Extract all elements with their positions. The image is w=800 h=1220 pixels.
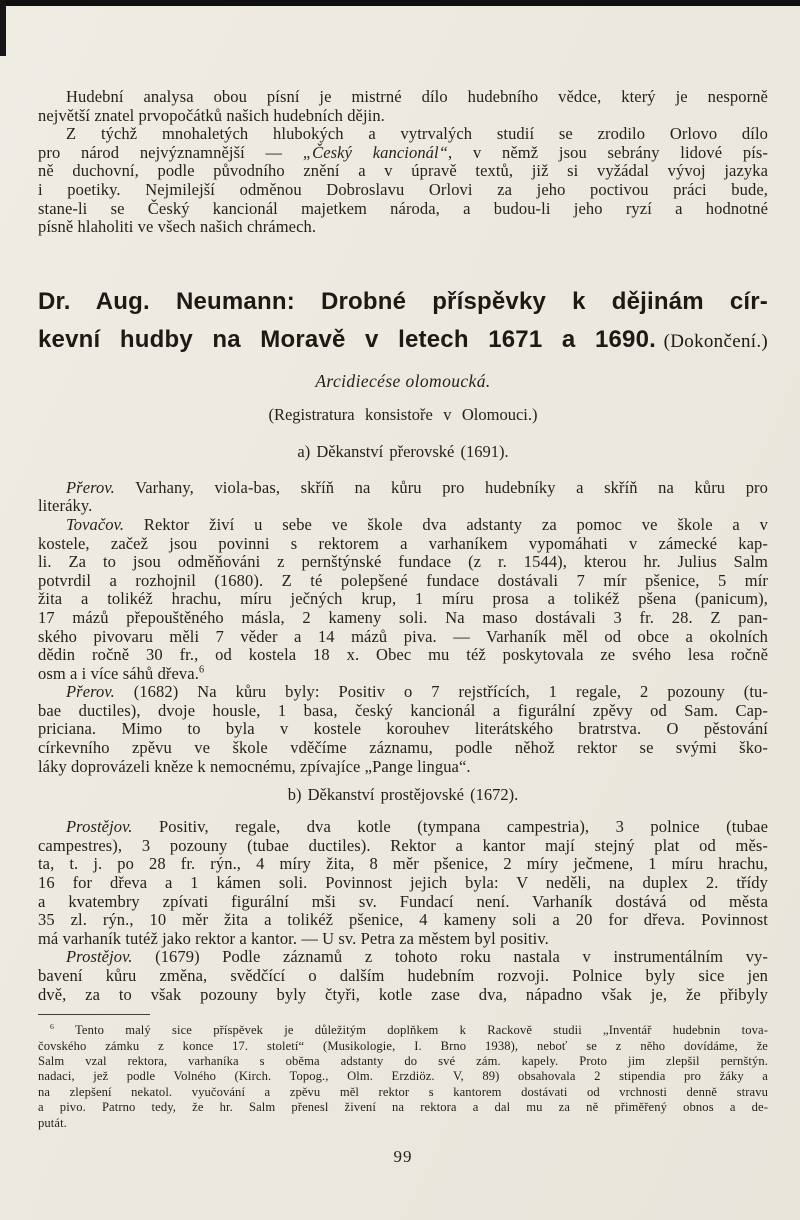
text-line <box>38 930 768 949</box>
text-segment: 16 for dřeva a 1 kámen soli. Povinnost jejich byla: V neděli, na duplex 2. třídy <box>38 873 768 893</box>
text-segment: písně hlaholiti ve všech našich chrámech. <box>38 217 317 237</box>
text-line <box>38 218 768 237</box>
article-heading-line-2 <box>38 321 768 361</box>
text-segment: největší znatel prvopočátků našich hudebních dějin. <box>38 105 385 125</box>
text-segment: potvrdil a rozhojnil (1680). Z té polepšené fundace dostávali 7 mír pšenice, 5 mír <box>38 570 768 590</box>
text-line <box>38 1054 768 1069</box>
text-segment: láky doprovázeli kněze k nemocnému, zpívajíce „Pange lingua“. <box>38 756 471 776</box>
text-segment: nadaci, jež podle Volného (Kirch. Topog., Olm. Erzdiöz. V, 89) obsahovala 2 stipendia pro žáky a <box>38 1069 768 1084</box>
paragraph <box>38 1023 768 1131</box>
section-a-paragraphs <box>38 479 768 777</box>
text-segment: Prostějov. <box>66 947 133 967</box>
article-heading-line-1: Dr. Aug. Neumann: Drobné příspěvky k dějinám cír- <box>38 287 768 315</box>
intro-paragraphs <box>38 88 768 237</box>
text-line <box>38 837 768 856</box>
text-line <box>38 162 768 181</box>
page-number: 99 <box>393 1147 413 1167</box>
text-segment: Prostějov. <box>66 817 133 837</box>
paragraph <box>38 88 768 125</box>
text-segment: Rektor živí u sebe ve škole dva adstanty za pomoc ve škole a v <box>124 514 768 534</box>
footnote-reference-mark: 6 <box>50 1022 54 1031</box>
text-line <box>38 1069 768 1084</box>
text-line <box>38 1085 768 1100</box>
text-line <box>38 572 768 591</box>
text-segment: Varhany, viola-bas, skříň na kůru pro hudebníky a skříň na kůru pro <box>114 477 768 497</box>
text-segment: ta, t. j. po 28 fr. rýn., 4 míry žita, 8 měr pšenice, 2 míry ječmene, 1 míru hrachu, <box>38 854 768 874</box>
text-segment: Přerov. <box>66 682 115 702</box>
section-b-paragraphs <box>38 818 768 1004</box>
text-segment: Přerov. <box>66 477 115 497</box>
paragraph <box>38 479 768 516</box>
text-line <box>38 516 768 535</box>
text-segment: na zlepšení nekatol. vyučování a zpěvu měl rektor s kantorem dostávati od vrchnosti denně stravu <box>38 1084 768 1099</box>
text-segment: Salm vzal rektora, varhaníka s oběma adstanty do své zám. kapely. Proto jim zlepšil pernštýn. <box>38 1054 768 1068</box>
text-line <box>38 1039 768 1054</box>
text-line <box>38 739 768 758</box>
text-segment: bavení kůru změna, svědčící o dalším hudebním rozvoji. Polnice byly sice jen <box>38 966 768 985</box>
text-segment: žita a tolikéž hrachu, míru ječných krup, 1 míru prosa a tolikéž pšena (panicum), <box>38 589 768 609</box>
archive-source-note: (Registratura konsistoře v Olomouci.) <box>268 404 538 424</box>
text-segment: 35 zl. rýn., 10 měr žita a tolikéž pšenice, 4 kameny soli a 20 for dřeva. Povinnost <box>38 910 768 930</box>
text-line <box>38 107 768 126</box>
article-heading-line-2-bold: kevní hudby na Moravě v letech 1671 a 1690. <box>38 325 657 353</box>
text-segment: li. Za to jsou odměňováni z pernštýnské fundace (z r. 1544), kterou hr. Julius Salm <box>38 552 768 572</box>
article-heading-completion-note: (Dokončení.) <box>663 330 768 352</box>
text-line <box>38 609 768 628</box>
text-segment: ně duchovní, podle původního znění a v úpravě textů, již si vyžádal vývoj jazyka <box>38 161 768 181</box>
text-line <box>38 874 768 893</box>
text-segment: církevního zpěvu ve škole vděčíme záznamu, podle něhož rektor se svými ško- <box>38 738 768 758</box>
top-edge-scan-bar <box>0 0 800 6</box>
text-segment: má varhaník tutéž jako rektor a kantor. — U sv. Petra za městem byl positiv. <box>38 928 549 948</box>
footnote <box>38 1023 768 1131</box>
text-line <box>38 665 768 684</box>
page-content <box>38 88 768 1167</box>
text-line <box>38 144 768 163</box>
text-line <box>38 967 768 986</box>
text-line <box>38 535 768 554</box>
text-segment: ského pivovaru měli 7 věder a 14 mázů piva. — Varhaník měl od obce a okolních <box>38 626 768 646</box>
text-line <box>38 986 768 1005</box>
paragraph <box>38 948 768 1004</box>
text-segment: pro národ nejvýznamnější — <box>38 142 303 162</box>
text-segment: osm a i více sáhů dřeva. <box>38 663 199 683</box>
text-segment: dědin ročně 30 fr., od kostela 18 x. Obec mu též poskytovala ze svého lesa ročně <box>38 645 768 665</box>
text-segment: campestres), 3 pozouny (tubae ductiles). Rektor a kantor mají stejný plat od měs- <box>38 835 768 855</box>
footnote-reference-mark: 6 <box>198 664 205 676</box>
text-segment: kostele, začež jsou povinni s rektorem a varhaníkem vypomáhati v zámecké kap- <box>38 533 768 553</box>
article-heading <box>38 283 768 361</box>
text-segment: , v němž jsou sebrány lidové pís- <box>448 142 769 162</box>
text-segment: Hudební analysa obou písní je mistrné dílo hudebního vědce, který je nesporně <box>66 87 768 106</box>
text-line <box>38 702 768 721</box>
text-segment: Z týchž mnohaletých hlubokých a vytrvalých studií se zrodilo Orlovo dílo <box>66 124 768 144</box>
text-segment: „Český kancionál“ <box>302 142 448 162</box>
text-segment: a pivo. Patrno tedy, že hr. Salm přenesl živení na rektora a dal mu za ně přiměřený obnos a de- <box>38 1100 768 1115</box>
paragraph <box>38 818 768 948</box>
text-line <box>38 1100 768 1115</box>
text-line <box>38 628 768 647</box>
text-segment: dvě, za to však pozouny byly čtyři, kotle zase dva, nápadno však je, že přibyly <box>38 984 768 1004</box>
text-segment: stane-li se Český kancionál majetkem národa, a budou-li jeho ryzí a hodnotné <box>38 198 768 218</box>
text-line <box>38 181 768 200</box>
text-line <box>38 911 768 930</box>
section-a-heading: a) Děkanství přerovské (1691). <box>297 441 509 461</box>
text-segment: priciana. Mimo to byla v kostele korouhev literátského bratrstva. O pěstování <box>38 719 768 739</box>
text-line <box>38 758 768 777</box>
text-line <box>38 855 768 874</box>
paragraph <box>38 683 768 776</box>
text-segment: putát. <box>38 1115 67 1130</box>
footnote-divider-rule <box>38 1014 150 1015</box>
text-line <box>38 125 768 144</box>
text-line <box>38 1116 768 1131</box>
text-segment: i poetiky. Nejmilejší odměnou Dobroslavu Orlovi za jeho poctivou práci bude, <box>38 179 768 199</box>
text-segment: bae ductiles), dvoje housle, 1 basa, český kancionál a figurální zpěvy od Sam. Cap- <box>38 700 768 720</box>
text-line <box>38 590 768 609</box>
section-b-heading: b) Děkanství prostějovské (1672). <box>287 785 519 805</box>
text-line <box>38 720 768 739</box>
text-segment: (1682) Na kůru byly: Positiv o 7 rejstřících, 1 regale, 2 pozouny (tu- <box>114 682 768 702</box>
text-line <box>38 200 768 219</box>
text-line <box>38 553 768 572</box>
text-line <box>38 948 768 967</box>
text-segment: literáky. <box>38 496 93 516</box>
text-line <box>38 479 768 498</box>
text-segment: Tovačov. <box>66 514 125 534</box>
text-line <box>38 683 768 702</box>
text-segment: čovského zámku z konce 17. století“ (Musikologie, I. Brno 1938), neboť se z něho dovídáme, že <box>38 1038 768 1053</box>
text-segment: Positiv, regale, dva kotle (tympana campestria), 3 polnice (tubae <box>132 817 768 837</box>
text-segment: Tento malý sice příspěvek je důležitým doplňkem k Rackově studii „Inventář hudebnin tova- <box>54 1023 768 1038</box>
paragraph <box>38 516 768 683</box>
article-subtitle: Arcidiecése olomoucká. <box>315 370 491 391</box>
text-line <box>38 893 768 912</box>
text-line <box>38 497 768 516</box>
text-segment: a kvatembry zpívati figurální mši sv. Fundací není. Varhaník dostává od města <box>38 891 768 911</box>
text-line <box>38 1023 768 1038</box>
left-edge-scan-bar <box>0 0 6 56</box>
text-segment: 17 mázů přepouštěného másla, 2 kameny soli. Na maso dostávali 3 fr. 28. Z pan- <box>38 607 768 627</box>
text-line <box>38 646 768 665</box>
paragraph <box>38 125 768 237</box>
text-segment: (1679) Podle záznamů z tohoto roku nastala v instrumentálním vy- <box>132 947 768 967</box>
text-line <box>38 88 768 107</box>
text-line <box>38 818 768 837</box>
